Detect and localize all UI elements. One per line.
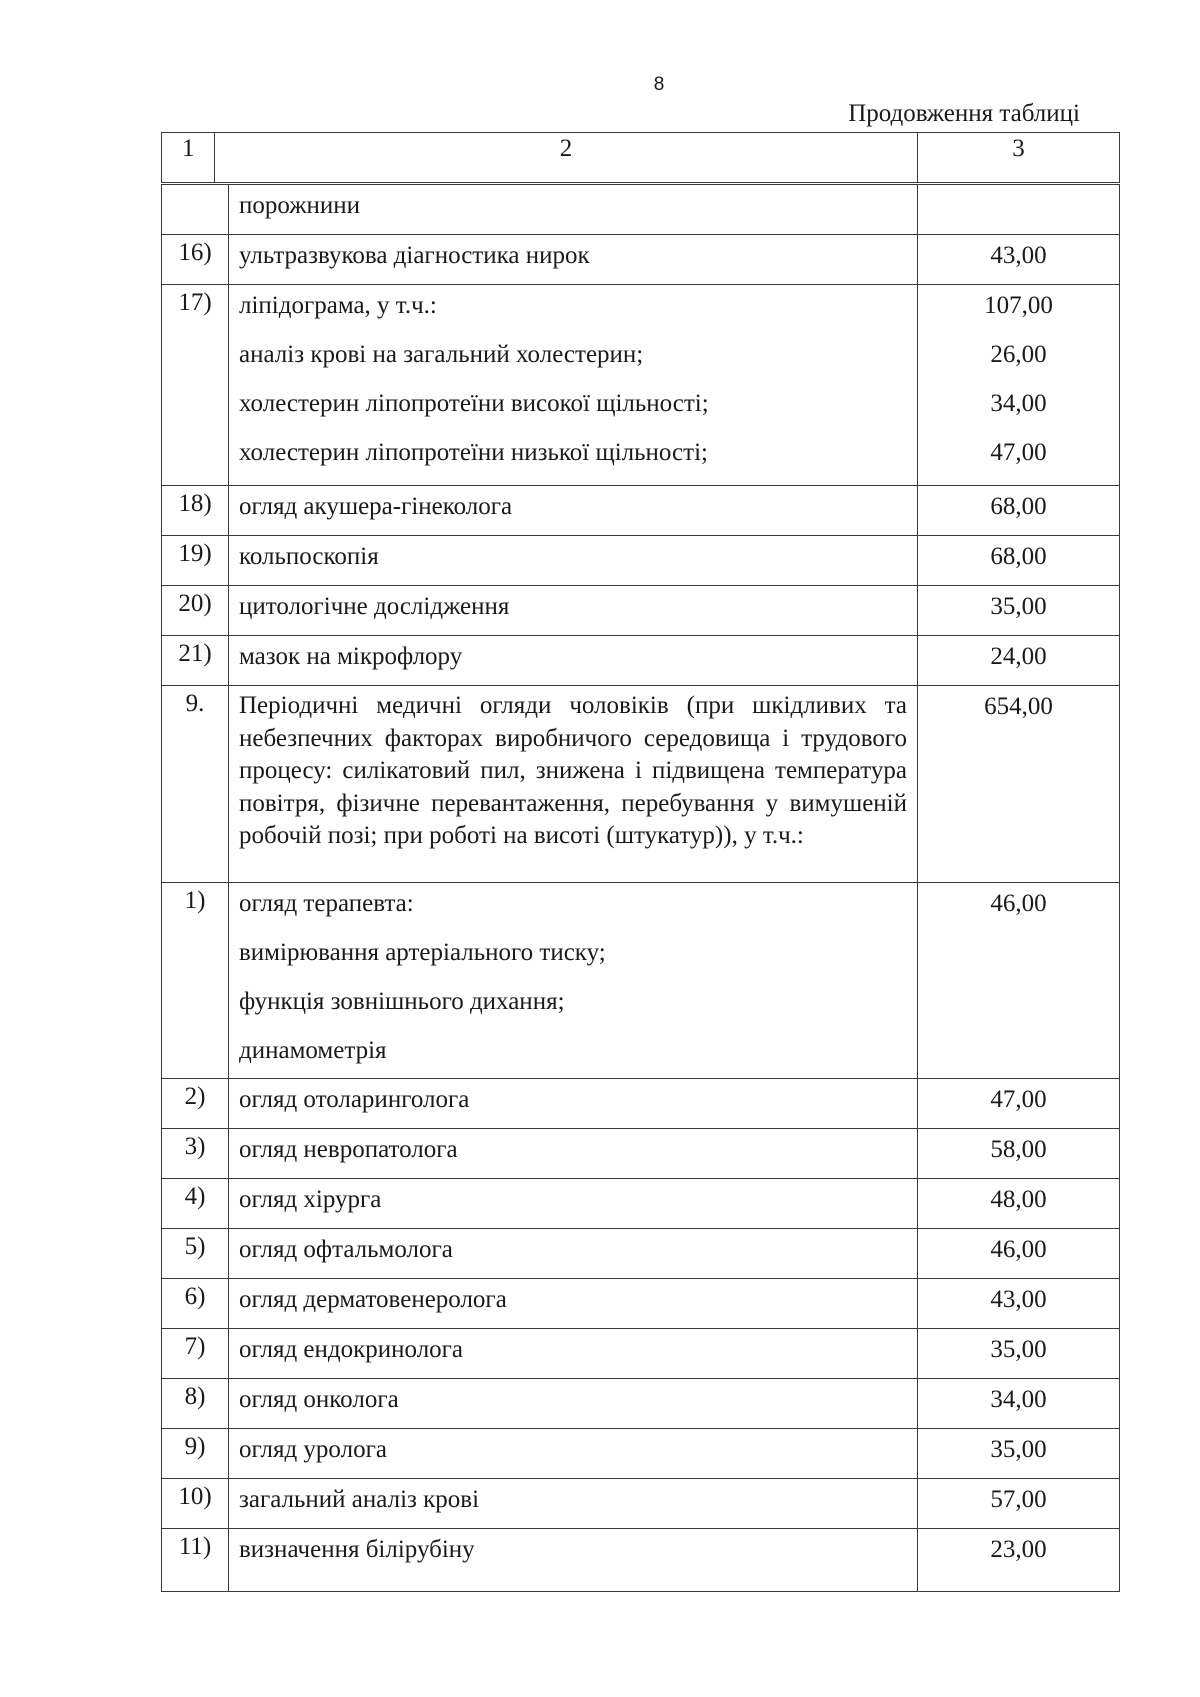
row-description xyxy=(229,1179,918,1229)
row-number: 21) xyxy=(162,636,229,686)
row-description xyxy=(229,536,918,586)
row-number: 20) xyxy=(162,586,229,636)
row-description xyxy=(229,1279,918,1329)
row-number: 11) xyxy=(162,1529,229,1592)
table-row xyxy=(162,586,1120,636)
row-description xyxy=(229,1129,918,1179)
price-value: 23,00 xyxy=(990,1536,1047,1563)
table-row xyxy=(162,185,1120,235)
row-number: 19) xyxy=(162,536,229,586)
description-line: огляд уролога xyxy=(239,1436,387,1463)
row-number: 18) xyxy=(162,486,229,536)
table-row xyxy=(162,1379,1120,1429)
table-row xyxy=(162,536,1120,586)
row-price xyxy=(918,883,1120,1079)
description-line: динамометрія xyxy=(239,1037,387,1064)
row-number: 7) xyxy=(162,1329,229,1379)
row-description xyxy=(229,1329,918,1379)
price-value: 35,00 xyxy=(990,1336,1047,1363)
row-price xyxy=(918,1479,1120,1529)
description-line: огляд отоларинголога xyxy=(239,1086,470,1113)
description-line: функція зовнішнього дихання; xyxy=(239,988,565,1015)
row-description xyxy=(229,883,918,1079)
row-description xyxy=(229,586,918,636)
description-line: огляд хірурга xyxy=(239,1186,382,1213)
price-value: 47,00 xyxy=(990,439,1047,466)
row-price xyxy=(918,185,1120,235)
price-value: 654,00 xyxy=(984,693,1053,720)
row-price xyxy=(918,1229,1120,1279)
table-row xyxy=(162,1129,1120,1179)
description-line: загальний аналіз крові xyxy=(239,1486,480,1513)
row-description xyxy=(229,235,918,285)
row-price xyxy=(918,1379,1120,1429)
row-number: 3) xyxy=(162,1129,229,1179)
row-number: 9) xyxy=(162,1429,229,1479)
description-line: огляд терапевта: xyxy=(239,890,414,917)
row-description xyxy=(229,1479,918,1529)
row-number: 5) xyxy=(162,1229,229,1279)
header-col-3: 3 xyxy=(918,133,1120,183)
price-value: 68,00 xyxy=(990,493,1047,520)
table-row xyxy=(162,1079,1120,1129)
table-row xyxy=(162,285,1120,486)
price-value: 46,00 xyxy=(990,1236,1047,1263)
table-continuation-label: Продовження таблиці xyxy=(848,100,1080,127)
row-number: 1) xyxy=(162,883,229,1079)
description-line: холестерин ліпопротеїни високої щільності; xyxy=(239,390,709,417)
table-row xyxy=(162,1479,1120,1529)
row-description xyxy=(229,285,918,486)
header-row xyxy=(162,133,1120,183)
price-value: 46,00 xyxy=(990,890,1047,917)
table-row xyxy=(162,636,1120,686)
description-line: ліпідограма, у т.ч.: xyxy=(239,292,437,319)
table-header xyxy=(161,132,1120,183)
table-row xyxy=(162,1229,1120,1279)
row-description xyxy=(229,486,918,536)
table-row xyxy=(162,686,1120,883)
row-description xyxy=(229,1429,918,1479)
price-value: 34,00 xyxy=(990,390,1047,417)
description-paragraph: Періодичні медичні огляди чоловіків (при шкідливих та небезпечних факторах виробничого середовища і трудового процесу: силікатовий пил, знижена і підвищена температура повітря, фізичне перевантаження, перебування у вимушеній робочій позі; при роботі на висоті (штукатур)), у т.ч.: xyxy=(239,692,907,849)
row-description xyxy=(229,1229,918,1279)
price-value: 26,00 xyxy=(990,341,1047,368)
table-row xyxy=(162,235,1120,285)
row-price xyxy=(918,536,1120,586)
description-line: огляд ендокринолога xyxy=(239,1336,464,1363)
row-price xyxy=(918,686,1120,883)
row-number: 9. xyxy=(162,686,229,883)
description-line: кольпоскопія xyxy=(239,543,379,570)
price-value: 47,00 xyxy=(990,1086,1047,1113)
row-price xyxy=(918,1529,1120,1592)
header-col-2: 2 xyxy=(215,133,918,183)
row-number: 16) xyxy=(162,235,229,285)
table-row xyxy=(162,1429,1120,1479)
description-line: огляд онколога xyxy=(239,1386,399,1413)
row-number: 2) xyxy=(162,1079,229,1129)
price-value: 68,00 xyxy=(990,543,1047,570)
description-line: вимірювання артеріального тиску; xyxy=(239,939,606,966)
table-row xyxy=(162,1179,1120,1229)
price-value: 107,00 xyxy=(984,292,1053,319)
price-value: 43,00 xyxy=(990,1286,1047,1313)
header-col-1: 1 xyxy=(162,133,215,183)
row-price xyxy=(918,1329,1120,1379)
row-number: 4) xyxy=(162,1179,229,1229)
row-number: 6) xyxy=(162,1279,229,1329)
description-line: мазок на мікрофлору xyxy=(239,643,463,670)
row-price xyxy=(918,285,1120,486)
row-number: 8) xyxy=(162,1379,229,1429)
row-price xyxy=(918,636,1120,686)
description-line: огляд невропатолога xyxy=(239,1136,458,1163)
row-price xyxy=(918,1429,1120,1479)
price-value: 35,00 xyxy=(990,1436,1047,1463)
description-line: цитологічне дослідження xyxy=(239,593,510,620)
description-line: огляд дерматовенеролога xyxy=(239,1286,507,1313)
services-price-table xyxy=(161,184,1120,1592)
table-row xyxy=(162,883,1120,1079)
row-description xyxy=(229,686,918,883)
description-line: визначення білірубіну xyxy=(239,1536,475,1563)
row-price xyxy=(918,586,1120,636)
row-price xyxy=(918,486,1120,536)
row-number xyxy=(162,185,229,235)
description-line: огляд офтальмолога xyxy=(239,1236,453,1263)
price-value: 43,00 xyxy=(990,242,1047,269)
row-price xyxy=(918,1179,1120,1229)
page-number: 8 xyxy=(653,74,665,95)
row-price xyxy=(918,1129,1120,1179)
price-value: 34,00 xyxy=(990,1386,1047,1413)
row-price xyxy=(918,235,1120,285)
row-price xyxy=(918,1079,1120,1129)
row-price xyxy=(918,1279,1120,1329)
price-value: 58,00 xyxy=(990,1136,1047,1163)
price-value: 24,00 xyxy=(990,643,1047,670)
description-line: холестерин ліпопротеїни низької щільності; xyxy=(239,439,708,466)
description-line: порожнини xyxy=(239,192,361,219)
row-description xyxy=(229,185,918,235)
price-value: 48,00 xyxy=(990,1186,1047,1213)
price-value: 35,00 xyxy=(990,593,1047,620)
row-description xyxy=(229,1079,918,1129)
row-number: 17) xyxy=(162,285,229,486)
description-line: аналіз крові на загальний холестерин; xyxy=(239,341,644,368)
row-description xyxy=(229,1529,918,1592)
table-row xyxy=(162,1329,1120,1379)
row-number: 10) xyxy=(162,1479,229,1529)
price-value: 57,00 xyxy=(990,1486,1047,1513)
table-row xyxy=(162,1529,1120,1592)
table-row xyxy=(162,486,1120,536)
description-line: огляд акушера-гінеколога xyxy=(239,493,513,520)
row-description xyxy=(229,636,918,686)
description-line: ультразвукова діагностика нирок xyxy=(239,242,590,269)
table-row xyxy=(162,1279,1120,1329)
row-description xyxy=(229,1379,918,1429)
